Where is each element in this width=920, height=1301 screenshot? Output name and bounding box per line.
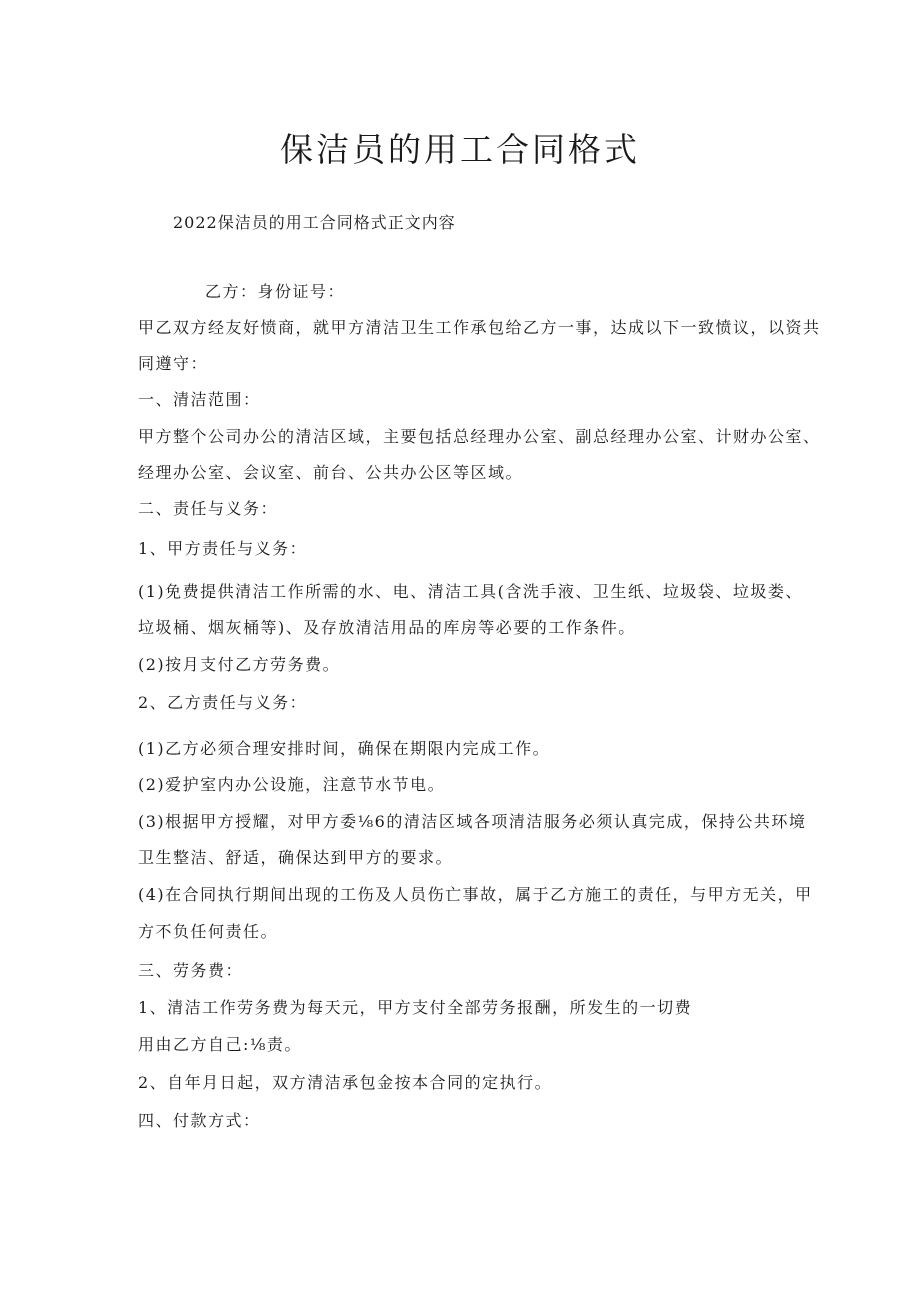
body-line: 1、清洁工作劳务费为每天元，甲方支付全部劳务报酬，所发生的一切费 [138, 998, 693, 1017]
subsection-heading: 1、甲方责任与义务： [138, 539, 308, 558]
body-line: 2、自年月日起，双方清洁承包金按本合同的定执行。 [138, 1073, 553, 1092]
party-b-id-line: 乙方：身份证号： [205, 282, 346, 301]
body-line: 垃圾桶、烟灰桶等)、及存放清洁用品的库房等必要的工作条件。 [138, 618, 636, 637]
section-heading: 二、责任与义务： [138, 499, 279, 518]
body-line: (1)乙方必须合理安排时间，确保在期限内完成工作。 [138, 739, 551, 758]
document-title: 保洁员的用工合同格式 [280, 130, 640, 169]
body-line: (1)免费提供清洁工作所需的水、电、清洁工具(含洗手液、卫生纸、垃圾袋、垃圾娄、 [138, 582, 803, 601]
body-line: 卫生整洁、舒适，确保达到甲方的要求。 [138, 848, 454, 867]
body-line: (2)按月支付乙方劳务费。 [138, 655, 341, 674]
body-line: 方不负任何责任。 [138, 922, 279, 941]
section-heading: 三、劳务费： [138, 961, 244, 980]
section-heading: 一、清洁范围： [138, 390, 261, 409]
subsection-heading: 2、乙方责任与义务： [138, 693, 308, 712]
body-line: (2)爱护室内办公设施，注意节水节电。 [138, 775, 446, 794]
document-subtitle: 2022保洁员的用工合同格式正文内容 [173, 213, 456, 232]
body-line: 甲乙双方经友好愤商，就甲方清洁卫生工作承包给乙方一事，达成以下一致愤议，以资共 [138, 318, 821, 337]
section-heading: 四、付款方式： [138, 1111, 261, 1130]
body-line: 用由乙方自己:⅛责。 [138, 1035, 302, 1054]
body-line: (3)根据甲方授耀，对甲方委⅛6的清洁区域各项清洁服务必须认真完成，保持公共环境 [138, 812, 807, 831]
body-line: (4)在合同执行期间出现的工伤及人员伤亡事故，属于乙方施工的责任，与甲方无关，甲 [138, 885, 813, 904]
body-line: 同遵守： [138, 354, 209, 373]
body-line: 经理办公室、会议室、前台、公共办公区等区域。 [138, 463, 524, 482]
body-line: 甲方整个公司办公的清洁区域，主要包括总经理办公室、副总经理办公室、计财办公室、 [138, 427, 821, 446]
